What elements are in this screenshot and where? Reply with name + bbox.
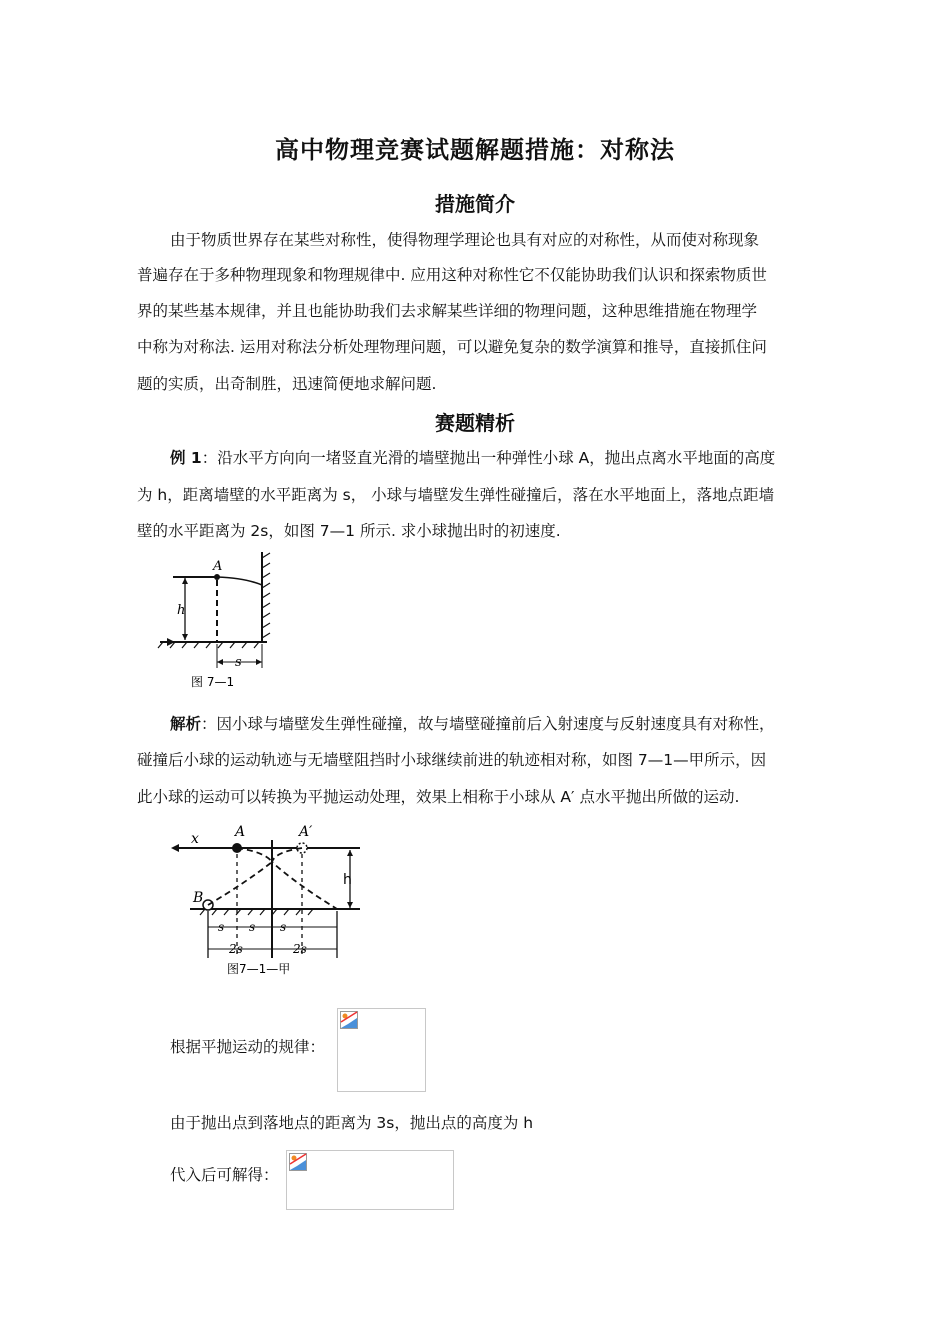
solution-image-placeholder [286,1150,454,1210]
intro-paragraph-line: 中称为对称法. 运用对称法分析处理物理问题，可以避免复杂的数学演算和推导，直接抓住问 [137,338,767,356]
section-heading-problems: 赛题精析 [435,411,515,435]
formula-image-placeholder [337,1008,426,1092]
analysis-line: 此小球的运动可以转换为平抛运动处理，效果上相称于小球从 A′ 点水平抛出所做的运动. [137,788,740,806]
height-label: h [343,872,352,888]
figure-7-1-jia [165,818,375,980]
two-s-label: 2s [229,942,243,956]
analysis-text: ：因小球与墙壁发生弹性碰撞，故与墙壁碰撞前后入射速度与反射速度具有对称性， [201,715,775,733]
analysis-line: 碰撞后小球的运动轨迹与无墙壁阻挡时小球继续前进的轨迹相对称，如图 7—1—甲所示，因 [137,751,767,769]
broken-image-icon [289,1153,307,1171]
trajectory-mirrored [272,848,337,909]
distance-label: s [235,655,242,670]
example-line [170,446,775,468]
analysis-label: 解析 [170,715,202,733]
s-label: s [218,920,225,934]
intro-paragraph-line: 题的实质，出奇制胜，迅速简便地求解问题. [137,375,437,393]
point-a-label: A [213,559,223,574]
page-title: 高中物理竞赛试题解题措施：对称法 [275,136,675,164]
wall-hatching [262,553,270,638]
s-label: s [249,920,256,934]
section-heading-intro: 措施简介 [435,192,515,216]
figure-caption: 图7—1—甲 [227,962,291,976]
broken-image-icon [340,1011,358,1029]
analysis-line [170,712,775,734]
figure-7-1 [155,550,275,690]
point-b-label: B [193,890,204,906]
distance-text: 由于抛出点到落地点的距离为 3s，抛出点的高度为 h [170,1114,534,1132]
two-s-label: 2s [293,942,307,956]
example-label: 例 1 [170,449,202,467]
trajectory-reflected [208,848,272,905]
point-a-prime-label: A′ [299,824,313,840]
example-line: 壁的水平距离为 2s，如图 7—1 所示. 求小球抛出时的初速度. [137,522,561,540]
solve-text: 代入后可解得： [170,1166,279,1184]
x-axis-label: x [191,831,199,847]
rule-text: 根据平抛运动的规律： [170,1038,326,1056]
s-label: s [280,920,287,934]
example-text: ：沿水平方向向一堵竖直光滑的墙壁抛出一种弹性小球 A，抛出点离水平地面的高度 [201,449,776,467]
example-line: 为 h，距离墙壁的水平距离为 s， 小球与墙壁发生弹性碰撞后，落在水平地面上，落地点距墙 [137,486,775,504]
height-label: h [177,603,186,618]
intro-paragraph-line: 普遍存在于多种物理现象和物理规律中. 应用这种对称性它不仅能协助我们认识和探索物质世 [137,266,767,284]
intro-paragraph-line: 界的某些基本规律，并且也能协助我们去求解某些详细的物理问题，这种思维措施在物理学 [137,302,758,320]
point-a-label: A [235,824,246,840]
intro-paragraph-line: 由于物质世界存在某些对称性，使得物理学理论也具有对应的对称性，从而使对称现象 [170,231,760,249]
ball-a [214,574,220,580]
figure-caption: 图 7—1 [191,675,235,689]
trajectory-curve [217,577,262,585]
